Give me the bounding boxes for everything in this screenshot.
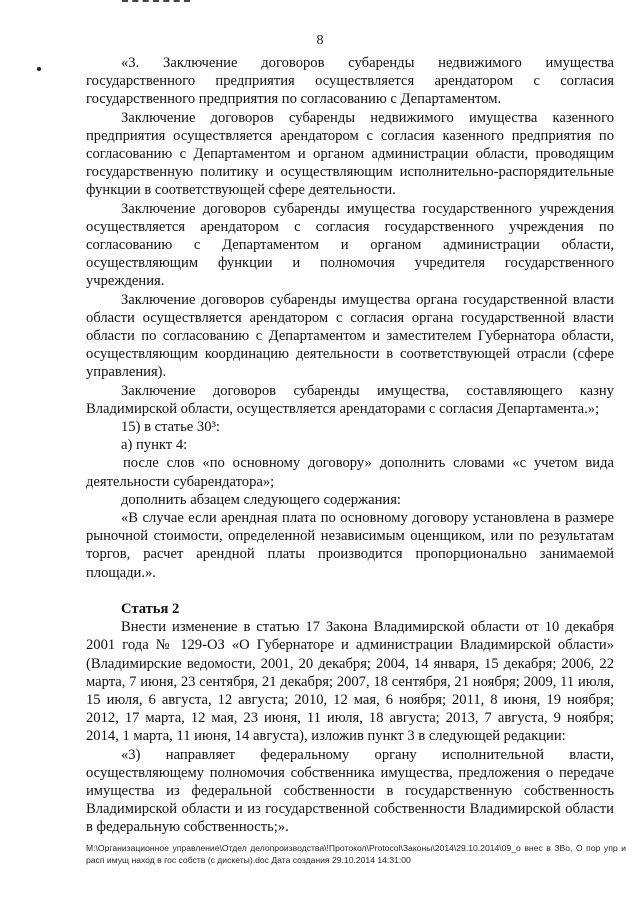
- paragraph-state-authority: Заключение договоров субаренды имущества органа государственной власти области осуществляется арендатором с согласия органа государственной власти области по согласованию с Департаментом и заместителем Губернатора области, осуществляющим координацию деятельности в соответствующей отрасли (сфере управления).: [86, 291, 614, 381]
- item-a: а) пункт 4:: [121, 437, 188, 454]
- file-path-footer: M:\Организационное управление\Отдел делопроизводства\!Протокол\Protocol\Законы\2014\29.10.2014\09_о внес в ЗВо, О пор упр и расп имущ наход в гос собств (с дискеты).doc Дата создания 29.10.2014 14:31:00: [86, 843, 626, 865]
- paragraph-regional-treasury: Заключение договоров субаренды имущества, составляющего казну Владимирской области, осуществляется арендаторами с согласия Департамента.»;: [86, 382, 614, 417]
- document-body: [86, 54, 614, 837]
- scan-artifact-dot: [37, 67, 41, 71]
- amendment-quote: «В случае если арендная плата по основному договору установлена в размере рыночной стоимости, определенной независимым оценщиком, или по результатам торгов, расчет арендной платы производится пропорционально занимаемой площади.».: [86, 510, 614, 581]
- item-15: 15) в статье 30³:: [121, 419, 220, 436]
- article-text: Внести изменение в статью 17 Закона Владимирской области от 10 декабря 2001 года № 129-ОЗ «О Губернаторе и администрации Владимирской области» (Владимирские ведомости, 2001, 20 декабря; 2004, 14 января, 15 декабря; 2006, 22 марта, 7 июня, 23 сентября, 21 декабря; 2007, 18 сентября, 21 ноября; 2009, 11 июля, 15 июля, 6 августа, 12 августа; 2010, 12 мая, 6 ноября; 2011, 8 июня, 19 ноября; 2012, 17 марта, 12 мая, 23 июня, 11 июля, 18 августа; 2013, 7 августа, 9 ноября; 2014, 1 марта, 11 июня, 14 августа), изложив пункт 3 в следующей редакции:: [86, 619, 614, 745]
- amendment-after-words: после слов «по основному договору» дополнить словами «с учетом вида деятельности субарендатора»;: [86, 455, 614, 490]
- paragraph-state-institution: Заключение договоров субаренды имущества государственного учреждения осуществляется арендатором с согласия государственного учреждения по согласованию с Департаментом и органом администрации области, осуществляющим функции и полномочия учредителя государственного учреждения.: [86, 200, 614, 290]
- paragraph-treasury-enterprise: Заключение договоров субаренды недвижимого имущества казенного предприятия осуществляется арендатором с согласия казенного предприятия по согласованию с Департаментом и органом администрации области, проводящим государственную политику и осуществляющим исполнительно-распорядительные функции в соответствующей сфере деятельности.: [86, 109, 614, 199]
- paragraph-state-enterprise: «3. Заключение договоров субаренды недвижимого имущества государственного предприятия осуществляется арендатором с согласия государственного предприятия по согласованию с Департаментом.: [86, 55, 614, 108]
- article-heading: Статья 2: [121, 600, 180, 617]
- scan-artifact-line: [122, 0, 190, 4]
- page-number: 8: [316, 33, 324, 48]
- point-3-text: «3) направляет федеральному органу исполнительной власти, осуществляющему полномочия собственника имущества, предложения о передаче имущества из федеральной собственности в государственную собственность Владимирской области и из государственной собственности Владимирской области в федеральную собственность;».: [86, 746, 614, 836]
- amendment-add-paragraph: дополнить абзацем следующего содержания:: [121, 491, 401, 508]
- section-spacer: [86, 582, 614, 600]
